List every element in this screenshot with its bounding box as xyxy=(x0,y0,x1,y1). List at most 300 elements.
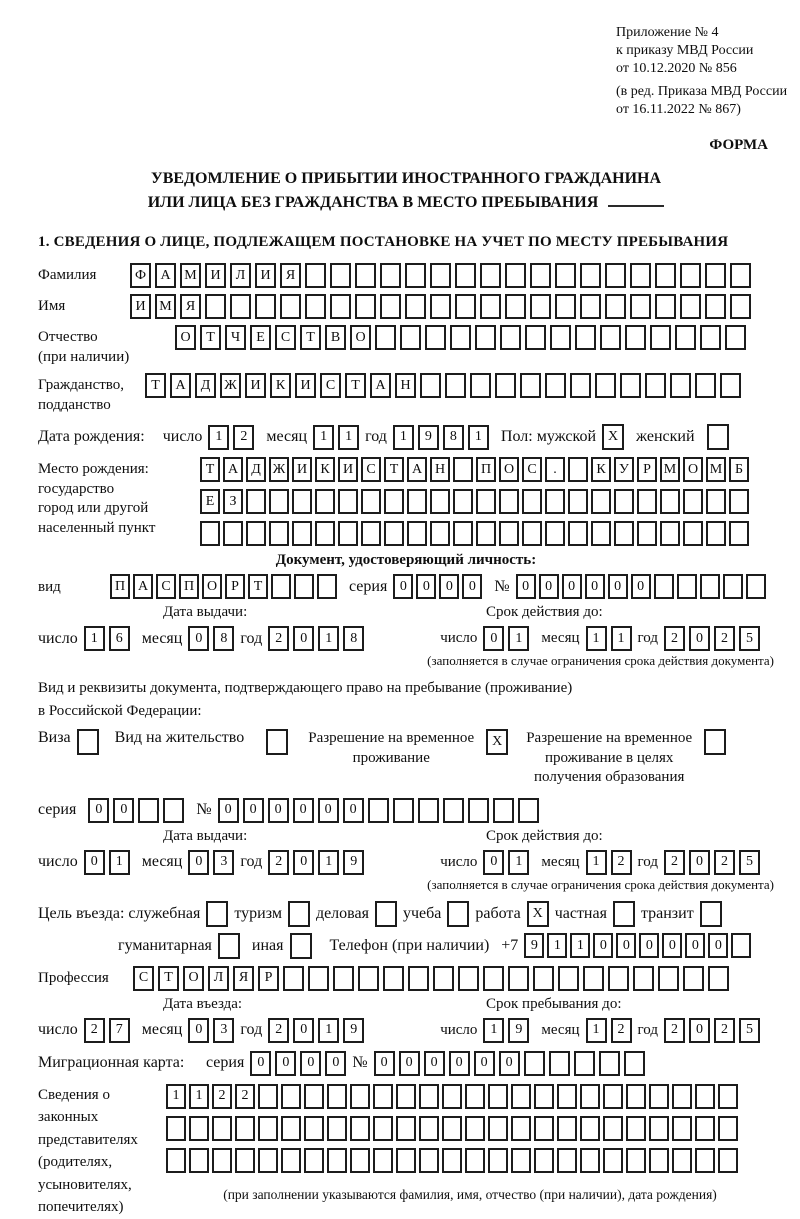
char-box[interactable] xyxy=(396,1084,416,1109)
char-box[interactable]: 2 xyxy=(714,1018,735,1043)
char-box[interactable] xyxy=(488,1084,508,1109)
char-box[interactable]: О xyxy=(683,457,703,482)
char-box[interactable]: 5 xyxy=(739,850,760,875)
char-box[interactable] xyxy=(453,457,473,482)
char-box[interactable] xyxy=(505,263,526,288)
char-box[interactable] xyxy=(476,489,496,514)
char-box[interactable] xyxy=(630,294,651,319)
char-box[interactable]: . xyxy=(545,457,565,482)
char-box[interactable]: 9 xyxy=(343,1018,364,1043)
char-box[interactable] xyxy=(568,489,588,514)
char-box[interactable] xyxy=(258,1148,278,1173)
char-box[interactable]: П xyxy=(110,574,130,599)
char-box[interactable]: 0 xyxy=(616,933,636,958)
char-box[interactable] xyxy=(580,294,601,319)
char-box[interactable]: 0 xyxy=(662,933,682,958)
char-box[interactable]: У xyxy=(614,457,634,482)
char-box[interactable] xyxy=(281,1084,301,1109)
char-box[interactable] xyxy=(550,325,571,350)
char-box[interactable] xyxy=(705,263,726,288)
char-box[interactable] xyxy=(380,263,401,288)
char-box[interactable] xyxy=(327,1116,347,1141)
char-box[interactable] xyxy=(281,1116,301,1141)
char-box[interactable] xyxy=(599,1051,620,1076)
char-box[interactable]: 0 xyxy=(483,850,504,875)
char-box[interactable] xyxy=(418,798,439,823)
char-box[interactable] xyxy=(308,966,329,991)
char-box[interactable]: П xyxy=(476,457,496,482)
char-box[interactable] xyxy=(570,373,591,398)
char-box[interactable] xyxy=(522,489,542,514)
char-box[interactable] xyxy=(729,521,749,546)
char-box[interactable]: 1 xyxy=(483,1018,504,1043)
char-box[interactable] xyxy=(730,263,751,288)
char-box[interactable] xyxy=(350,1148,370,1173)
char-box[interactable]: К xyxy=(591,457,611,482)
char-box[interactable] xyxy=(603,1084,623,1109)
char-box[interactable] xyxy=(166,1116,186,1141)
char-box[interactable] xyxy=(246,489,266,514)
rvp-education-checkbox[interactable] xyxy=(704,729,726,755)
char-box[interactable]: М xyxy=(180,263,201,288)
char-box[interactable] xyxy=(200,521,220,546)
char-box[interactable] xyxy=(470,373,491,398)
char-box[interactable] xyxy=(534,1148,554,1173)
char-box[interactable] xyxy=(545,373,566,398)
char-box[interactable]: М xyxy=(155,294,176,319)
char-box[interactable] xyxy=(455,263,476,288)
char-box[interactable]: 2 xyxy=(664,626,685,651)
char-box[interactable]: Т xyxy=(248,574,268,599)
char-box[interactable] xyxy=(327,1148,347,1173)
purpose-study-checkbox[interactable] xyxy=(447,901,469,927)
char-box[interactable]: 2 xyxy=(84,1018,105,1043)
char-box[interactable]: 0 xyxy=(188,626,209,651)
char-box[interactable]: 0 xyxy=(268,798,289,823)
char-box[interactable]: Т xyxy=(200,325,221,350)
char-box[interactable] xyxy=(580,1116,600,1141)
char-box[interactable] xyxy=(524,1051,545,1076)
char-box[interactable]: 1 xyxy=(586,1018,607,1043)
char-box[interactable] xyxy=(430,521,450,546)
char-box[interactable] xyxy=(283,966,304,991)
char-box[interactable] xyxy=(138,798,159,823)
male-checkbox[interactable]: X xyxy=(602,424,624,450)
char-box[interactable]: Ж xyxy=(220,373,241,398)
char-box[interactable] xyxy=(468,798,489,823)
char-box[interactable]: 0 xyxy=(462,574,482,599)
char-box[interactable]: 1 xyxy=(508,850,529,875)
char-box[interactable]: 1 xyxy=(586,850,607,875)
char-box[interactable]: И xyxy=(338,457,358,482)
char-box[interactable]: 2 xyxy=(611,1018,632,1043)
char-box[interactable] xyxy=(458,966,479,991)
char-box[interactable] xyxy=(725,325,746,350)
char-box[interactable]: А xyxy=(133,574,153,599)
char-box[interactable] xyxy=(330,294,351,319)
char-box[interactable]: Т xyxy=(345,373,366,398)
char-box[interactable] xyxy=(443,798,464,823)
char-box[interactable]: Б xyxy=(729,457,749,482)
purpose-official-checkbox[interactable] xyxy=(206,901,228,927)
char-box[interactable] xyxy=(626,1084,646,1109)
visa-checkbox[interactable] xyxy=(77,729,99,755)
char-box[interactable] xyxy=(695,1148,715,1173)
char-box[interactable]: А xyxy=(223,457,243,482)
char-box[interactable] xyxy=(400,325,421,350)
char-box[interactable] xyxy=(330,263,351,288)
char-box[interactable] xyxy=(396,1148,416,1173)
char-box[interactable] xyxy=(706,521,726,546)
char-box[interactable]: 0 xyxy=(393,574,413,599)
char-box[interactable]: 9 xyxy=(343,850,364,875)
char-box[interactable] xyxy=(645,373,666,398)
char-box[interactable] xyxy=(292,521,312,546)
residence-permit-checkbox[interactable] xyxy=(266,729,288,755)
char-box[interactable]: П xyxy=(179,574,199,599)
char-box[interactable] xyxy=(520,373,541,398)
char-box[interactable] xyxy=(384,489,404,514)
char-box[interactable]: 3 xyxy=(213,850,234,875)
char-box[interactable]: 0 xyxy=(84,850,105,875)
char-box[interactable]: Е xyxy=(250,325,271,350)
char-box[interactable] xyxy=(718,1116,738,1141)
char-box[interactable]: Ч xyxy=(225,325,246,350)
char-box[interactable] xyxy=(205,294,226,319)
char-box[interactable] xyxy=(625,325,646,350)
char-box[interactable]: Е xyxy=(200,489,220,514)
char-box[interactable] xyxy=(600,325,621,350)
char-box[interactable]: 1 xyxy=(611,626,632,651)
char-box[interactable]: А xyxy=(170,373,191,398)
char-box[interactable]: 2 xyxy=(268,1018,289,1043)
char-box[interactable]: 0 xyxy=(188,1018,209,1043)
char-box[interactable] xyxy=(637,521,657,546)
char-box[interactable] xyxy=(511,1116,531,1141)
char-box[interactable]: Т xyxy=(300,325,321,350)
char-box[interactable] xyxy=(235,1116,255,1141)
char-box[interactable]: 0 xyxy=(188,850,209,875)
char-box[interactable] xyxy=(420,373,441,398)
char-box[interactable] xyxy=(637,489,657,514)
char-box[interactable]: Д xyxy=(246,457,266,482)
char-box[interactable] xyxy=(614,489,634,514)
char-box[interactable]: 0 xyxy=(439,574,459,599)
char-box[interactable] xyxy=(580,1148,600,1173)
char-box[interactable] xyxy=(304,1084,324,1109)
char-box[interactable] xyxy=(212,1116,232,1141)
char-box[interactable] xyxy=(361,521,381,546)
char-box[interactable]: 2 xyxy=(664,850,685,875)
char-box[interactable]: 1 xyxy=(318,626,339,651)
char-box[interactable] xyxy=(545,521,565,546)
char-box[interactable] xyxy=(649,1116,669,1141)
char-box[interactable]: И xyxy=(255,263,276,288)
char-box[interactable] xyxy=(361,489,381,514)
char-box[interactable]: 2 xyxy=(233,425,254,450)
char-box[interactable] xyxy=(465,1116,485,1141)
char-box[interactable] xyxy=(408,966,429,991)
char-box[interactable] xyxy=(525,325,546,350)
char-box[interactable] xyxy=(605,294,626,319)
char-box[interactable] xyxy=(720,373,741,398)
char-box[interactable]: 0 xyxy=(474,1051,495,1076)
char-box[interactable] xyxy=(677,574,697,599)
char-box[interactable] xyxy=(455,294,476,319)
char-box[interactable]: 9 xyxy=(508,1018,529,1043)
char-box[interactable]: А xyxy=(370,373,391,398)
char-box[interactable]: 0 xyxy=(593,933,613,958)
char-box[interactable]: Я xyxy=(180,294,201,319)
char-box[interactable] xyxy=(718,1148,738,1173)
char-box[interactable] xyxy=(355,294,376,319)
char-box[interactable] xyxy=(480,263,501,288)
char-box[interactable] xyxy=(407,489,427,514)
char-box[interactable]: 0 xyxy=(631,574,651,599)
char-box[interactable] xyxy=(557,1148,577,1173)
char-box[interactable]: 0 xyxy=(399,1051,420,1076)
char-box[interactable] xyxy=(555,263,576,288)
char-box[interactable] xyxy=(695,373,716,398)
char-box[interactable] xyxy=(620,373,641,398)
char-box[interactable]: 1 xyxy=(318,850,339,875)
char-box[interactable]: 0 xyxy=(293,1018,314,1043)
char-box[interactable] xyxy=(304,1148,324,1173)
char-box[interactable]: 5 xyxy=(739,626,760,651)
char-box[interactable]: 0 xyxy=(374,1051,395,1076)
char-box[interactable]: Н xyxy=(430,457,450,482)
char-box[interactable]: 1 xyxy=(586,626,607,651)
char-box[interactable] xyxy=(450,325,471,350)
purpose-work-checkbox[interactable]: X xyxy=(527,901,549,927)
char-box[interactable] xyxy=(499,521,519,546)
char-box[interactable] xyxy=(706,489,726,514)
char-box[interactable]: 2 xyxy=(212,1084,232,1109)
char-box[interactable] xyxy=(522,521,542,546)
char-box[interactable] xyxy=(672,1084,692,1109)
char-box[interactable]: 0 xyxy=(562,574,582,599)
char-box[interactable] xyxy=(575,325,596,350)
char-box[interactable] xyxy=(605,263,626,288)
char-box[interactable]: Д xyxy=(195,373,216,398)
char-box[interactable] xyxy=(442,1148,462,1173)
char-box[interactable] xyxy=(430,294,451,319)
char-box[interactable]: 0 xyxy=(113,798,134,823)
char-box[interactable]: 2 xyxy=(714,850,735,875)
char-box[interactable]: 1 xyxy=(570,933,590,958)
char-box[interactable] xyxy=(595,373,616,398)
char-box[interactable]: Л xyxy=(230,263,251,288)
char-box[interactable]: Т xyxy=(145,373,166,398)
char-box[interactable] xyxy=(534,1084,554,1109)
char-box[interactable] xyxy=(574,1051,595,1076)
char-box[interactable]: 1 xyxy=(393,425,414,450)
char-box[interactable]: 2 xyxy=(268,850,289,875)
char-box[interactable] xyxy=(375,325,396,350)
char-box[interactable]: 1 xyxy=(84,626,105,651)
char-box[interactable]: 0 xyxy=(293,850,314,875)
char-box[interactable] xyxy=(583,966,604,991)
char-box[interactable] xyxy=(393,798,414,823)
char-box[interactable]: С xyxy=(275,325,296,350)
char-box[interactable] xyxy=(626,1116,646,1141)
char-box[interactable] xyxy=(189,1148,209,1173)
char-box[interactable] xyxy=(396,1116,416,1141)
char-box[interactable]: 8 xyxy=(213,626,234,651)
char-box[interactable] xyxy=(534,1116,554,1141)
char-box[interactable] xyxy=(292,489,312,514)
char-box[interactable] xyxy=(508,966,529,991)
char-box[interactable]: 8 xyxy=(343,626,364,651)
char-box[interactable] xyxy=(654,574,674,599)
char-box[interactable] xyxy=(305,263,326,288)
char-box[interactable]: 2 xyxy=(268,626,289,651)
purpose-other-checkbox[interactable] xyxy=(290,933,312,959)
char-box[interactable] xyxy=(730,294,751,319)
char-box[interactable] xyxy=(511,1148,531,1173)
char-box[interactable] xyxy=(626,1148,646,1173)
char-box[interactable]: 0 xyxy=(689,626,710,651)
char-box[interactable] xyxy=(533,966,554,991)
char-box[interactable] xyxy=(304,1116,324,1141)
char-box[interactable] xyxy=(499,489,519,514)
char-box[interactable]: 3 xyxy=(213,1018,234,1043)
char-box[interactable] xyxy=(384,521,404,546)
char-box[interactable] xyxy=(660,521,680,546)
char-box[interactable]: С xyxy=(320,373,341,398)
char-box[interactable]: С xyxy=(133,966,154,991)
char-box[interactable] xyxy=(315,489,335,514)
char-box[interactable] xyxy=(453,489,473,514)
char-box[interactable] xyxy=(708,966,729,991)
char-box[interactable] xyxy=(608,966,629,991)
char-box[interactable]: Ж xyxy=(269,457,289,482)
char-box[interactable]: И xyxy=(295,373,316,398)
char-box[interactable] xyxy=(591,489,611,514)
char-box[interactable]: 0 xyxy=(318,798,339,823)
char-box[interactable] xyxy=(280,294,301,319)
char-box[interactable] xyxy=(333,966,354,991)
char-box[interactable]: А xyxy=(155,263,176,288)
char-box[interactable] xyxy=(419,1116,439,1141)
char-box[interactable] xyxy=(189,1116,209,1141)
char-box[interactable] xyxy=(660,489,680,514)
char-box[interactable] xyxy=(235,1148,255,1173)
char-box[interactable] xyxy=(746,574,766,599)
char-box[interactable] xyxy=(655,263,676,288)
char-box[interactable]: С xyxy=(522,457,542,482)
char-box[interactable]: 0 xyxy=(608,574,628,599)
rvp-checkbox[interactable]: X xyxy=(486,729,508,755)
char-box[interactable]: 0 xyxy=(88,798,109,823)
char-box[interactable] xyxy=(425,325,446,350)
char-box[interactable]: 9 xyxy=(418,425,439,450)
char-box[interactable] xyxy=(419,1148,439,1173)
char-box[interactable] xyxy=(731,933,751,958)
char-box[interactable] xyxy=(670,373,691,398)
char-box[interactable] xyxy=(405,294,426,319)
char-box[interactable]: О xyxy=(202,574,222,599)
char-box[interactable]: 6 xyxy=(109,626,130,651)
char-box[interactable] xyxy=(258,1116,278,1141)
char-box[interactable] xyxy=(672,1148,692,1173)
char-box[interactable] xyxy=(723,574,743,599)
char-box[interactable]: К xyxy=(270,373,291,398)
char-box[interactable]: 0 xyxy=(483,626,504,651)
char-box[interactable] xyxy=(675,325,696,350)
char-box[interactable] xyxy=(430,263,451,288)
char-box[interactable]: А xyxy=(407,457,427,482)
char-box[interactable] xyxy=(258,1084,278,1109)
char-box[interactable] xyxy=(495,373,516,398)
char-box[interactable] xyxy=(483,966,504,991)
char-box[interactable]: Р xyxy=(225,574,245,599)
char-box[interactable] xyxy=(568,521,588,546)
char-box[interactable]: 5 xyxy=(739,1018,760,1043)
char-box[interactable]: 0 xyxy=(416,574,436,599)
char-box[interactable] xyxy=(269,489,289,514)
char-box[interactable] xyxy=(680,263,701,288)
char-box[interactable] xyxy=(338,489,358,514)
char-box[interactable] xyxy=(630,263,651,288)
char-box[interactable] xyxy=(380,294,401,319)
char-box[interactable] xyxy=(624,1051,645,1076)
char-box[interactable] xyxy=(373,1148,393,1173)
char-box[interactable]: Р xyxy=(258,966,279,991)
char-box[interactable]: 0 xyxy=(585,574,605,599)
female-checkbox[interactable] xyxy=(707,424,729,450)
char-box[interactable]: 1 xyxy=(166,1084,186,1109)
char-box[interactable] xyxy=(558,966,579,991)
char-box[interactable] xyxy=(383,966,404,991)
char-box[interactable] xyxy=(475,325,496,350)
char-box[interactable] xyxy=(465,1148,485,1173)
char-box[interactable]: И xyxy=(292,457,312,482)
char-box[interactable] xyxy=(500,325,521,350)
char-box[interactable]: 1 xyxy=(208,425,229,450)
char-box[interactable]: 0 xyxy=(293,798,314,823)
char-box[interactable] xyxy=(672,1116,692,1141)
char-box[interactable]: 0 xyxy=(300,1051,321,1076)
char-box[interactable] xyxy=(350,1084,370,1109)
char-box[interactable]: 0 xyxy=(275,1051,296,1076)
char-box[interactable] xyxy=(246,521,266,546)
char-box[interactable]: Т xyxy=(158,966,179,991)
char-box[interactable] xyxy=(680,294,701,319)
char-box[interactable]: М xyxy=(660,457,680,482)
purpose-business-checkbox[interactable] xyxy=(375,901,397,927)
char-box[interactable] xyxy=(511,1084,531,1109)
char-box[interactable] xyxy=(614,521,634,546)
char-box[interactable] xyxy=(557,1084,577,1109)
char-box[interactable] xyxy=(338,521,358,546)
char-box[interactable]: 7 xyxy=(109,1018,130,1043)
char-box[interactable]: О xyxy=(499,457,519,482)
char-box[interactable]: 2 xyxy=(611,850,632,875)
char-box[interactable] xyxy=(407,521,427,546)
char-box[interactable]: 2 xyxy=(664,1018,685,1043)
char-box[interactable] xyxy=(633,966,654,991)
char-box[interactable]: С xyxy=(361,457,381,482)
char-box[interactable] xyxy=(368,798,389,823)
char-box[interactable]: 0 xyxy=(424,1051,445,1076)
char-box[interactable] xyxy=(212,1148,232,1173)
char-box[interactable] xyxy=(493,798,514,823)
char-box[interactable]: 1 xyxy=(338,425,359,450)
char-box[interactable] xyxy=(530,294,551,319)
char-box[interactable]: О xyxy=(175,325,196,350)
char-box[interactable] xyxy=(445,373,466,398)
